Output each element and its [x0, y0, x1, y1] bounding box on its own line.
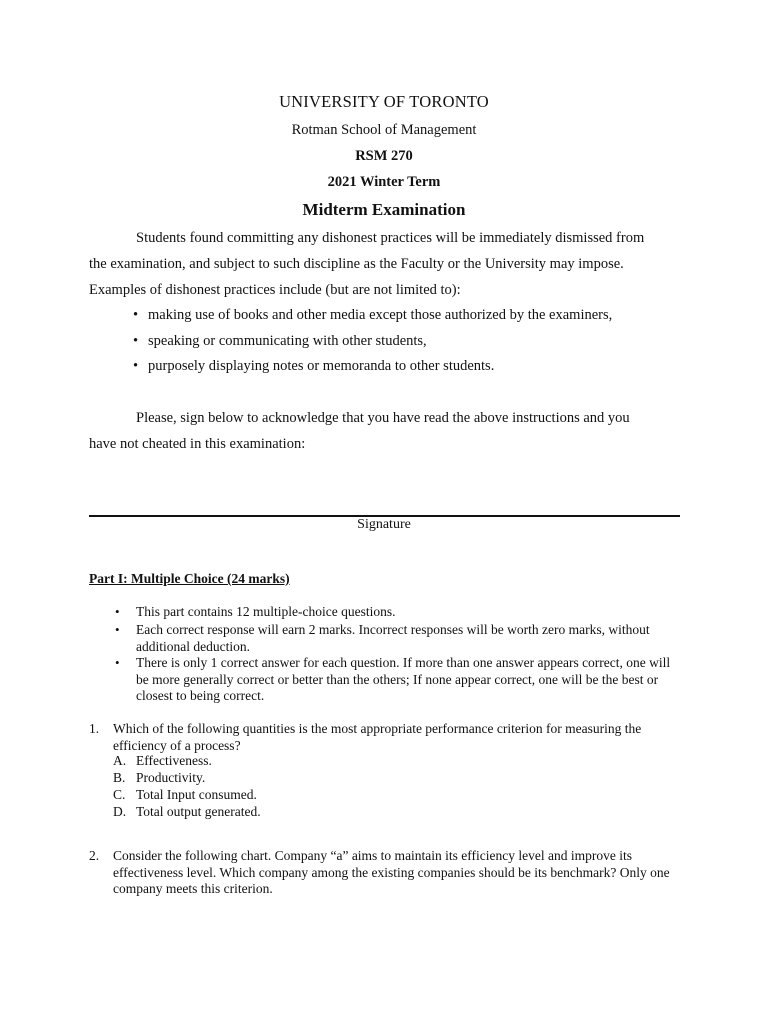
option-letter: C. [113, 787, 126, 802]
bullet-icon: • [133, 307, 139, 323]
dishonest-practice-item: • speaking or communicating with other students, [133, 333, 427, 349]
question-text: Which of the following quantities is the most appropriate performance criterion for measuring the efficiency of a process? [113, 721, 642, 753]
exam-term: 2021 Winter Term [327, 174, 441, 190]
university-name: UNIVERSITY OF TORONTO [279, 92, 489, 111]
acknowledge-line-1: Please, sign below to acknowledge that you have read the above instructions and you [136, 410, 630, 426]
question-text: Consider the following chart. Company “a” aims to maintain its efficiency level and improve its effectiveness level. Which company among the existing companies should be its benchmark? Only one company meets this criterion. [113, 848, 670, 896]
part-1-rule: This part contains 12 multiple-choice questions. [136, 604, 396, 619]
signature-label: Signature [357, 517, 411, 532]
school-name: Rotman School of Management [291, 122, 477, 138]
part-1-heading: Part I: Multiple Choice (24 marks) [89, 571, 290, 586]
option-d[interactable]: Total output generated. [136, 804, 261, 819]
option-a[interactable]: Effectiveness. [136, 753, 212, 768]
bullet-icon: • [115, 622, 120, 637]
option-b[interactable]: Productivity. [136, 770, 206, 785]
option-letter: B. [113, 770, 126, 785]
instructions-line-2: the examination, and subject to such discipline as the Faculty or the University may impose. [89, 256, 624, 272]
bullet-icon: • [133, 333, 139, 349]
course-code: RSM 270 [355, 148, 413, 164]
part-1-rule: There is only 1 correct answer for each question. If more than one answer appears correct, one will be more generally correct or better than the others; If none appear correct, one will be the best or closest to being correct. [136, 655, 671, 703]
exam-title: Midterm Examination [302, 200, 466, 219]
bullet-icon: • [115, 604, 120, 619]
instructions-line-1: Students found committing any dishonest practices will be immediately dismissed from [136, 230, 645, 246]
bullet-icon: • [133, 358, 139, 374]
option-letter: D. [113, 804, 127, 819]
dishonest-practice-item: • making use of books and other media except those authorized by the examiners, [133, 307, 613, 323]
question-number: 2. [89, 848, 100, 863]
acknowledge-line-2: have not cheated in this examination: [89, 436, 306, 452]
option-c[interactable]: Total Input consumed. [136, 787, 257, 802]
dishonest-practice-item: • purposely displaying notes or memoranda to other students. [133, 358, 495, 374]
instructions-line-3: Examples of dishonest practices include (but are not limited to): [89, 282, 461, 298]
part-1-rule: Each correct response will earn 2 marks. Incorrect responses will be worth zero marks, without additional deduction. [136, 622, 650, 654]
question-number: 1. [89, 721, 100, 736]
option-letter: A. [113, 753, 127, 768]
bullet-icon: • [115, 655, 120, 670]
